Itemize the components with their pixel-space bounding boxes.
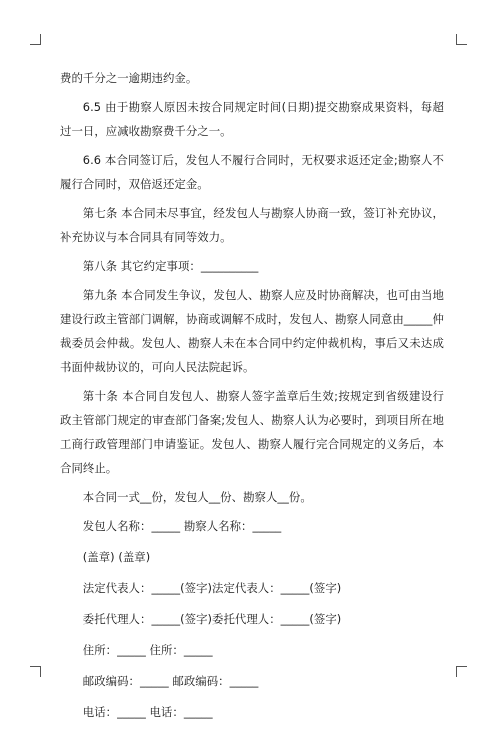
signature-seal: (盖章) (盖章)	[82, 550, 151, 564]
signature-agent: 委托代理人：_____(签字)委托代理人：_____(签字)	[82, 612, 342, 626]
signature-party-names: 发包人名称：_____ 勘察人名称：_____	[82, 519, 282, 533]
crop-mark-top-left	[30, 34, 41, 45]
paragraph-article-9: 第九条 本合同发生争议，发包人、勘察人应及时协商解决，也可由当地建设行政主管部门调解，协商或调解不成时，发包人、勘察人同意由_____仲裁委员会仲裁。发包人、勘察人未在本合同中约定仲裁机构，事后又未达成书面仲裁协议的，可向人民法院起诉。	[60, 288, 444, 374]
crop-mark-bottom-right	[456, 666, 467, 677]
document-body	[60, 66, 444, 731]
paragraph-article-8: 第八条 其它约定事项：__________	[82, 259, 259, 273]
crop-mark-top-right	[456, 34, 467, 45]
paragraph-clause-6-6: 6.6 本合同签订后，发包人不履行合同时，无权要求返还定金;勘察人不履行合同时，双倍返还定金。	[60, 153, 444, 191]
signature-phone: 电话：_____ 电话：_____	[82, 705, 213, 719]
paragraph-article-7: 第七条 本合同未尽事宜，经发包人与勘察人协商一致，签订补充协议，补充协议与本合同具有同等效力。	[60, 206, 444, 244]
signature-address: 住所：_____ 住所：_____	[82, 643, 213, 657]
signature-legal-rep: 法定代表人：_____(签字)法定代表人：_____(签字)	[82, 581, 342, 595]
signature-postcode: 邮政编码：_____ 邮政编码：_____	[82, 674, 259, 688]
paragraph-clause-6-5: 6.5 由于勘察人原因未按合同规定时间(日期)提交勘察成果资料，每超过一日，应减收勘察费千分之一。	[60, 100, 444, 138]
paragraph-continuation: 费的千分之一逾期违约金。	[60, 71, 198, 85]
paragraph-article-10: 第十条 本合同自发包人、勘察人签字盖章后生效;按规定到省级建设行政主管部门规定的审查部门备案;发包人、勘察人认为必要时，到项目所在地工商行政管理部门申请鉴证。发包人、勘察人履行完合同规定的义务后，本合同终止。	[60, 389, 444, 475]
crop-mark-bottom-left	[30, 666, 41, 677]
paragraph-copies: 本合同一式__份，发包人__份、勘察人__份。	[82, 490, 312, 504]
